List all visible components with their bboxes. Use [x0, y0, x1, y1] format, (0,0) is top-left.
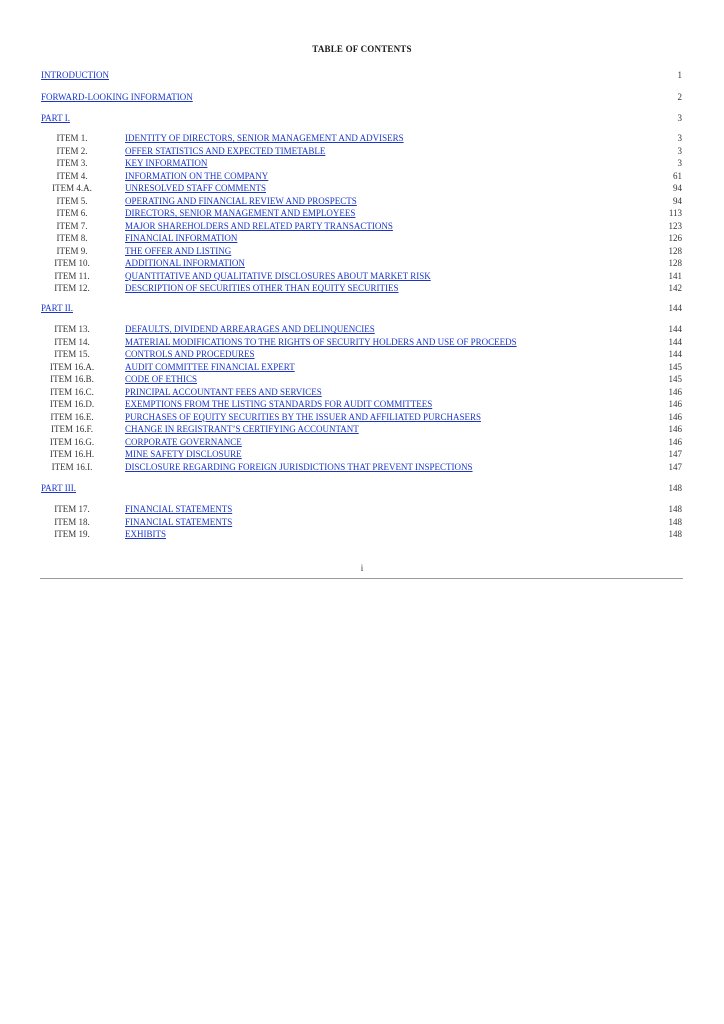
page-number: 146: [668, 399, 682, 409]
page-number: 128: [668, 245, 682, 256]
item-title-link[interactable]: PURCHASES OF EQUITY SECURITIES BY THE ISSUER AND AFFILIATED PURCHASERS: [125, 411, 481, 422]
item-title-link[interactable]: DIRECTORS, SENIOR MANAGEMENT AND EMPLOYEES: [125, 208, 356, 218]
page-number: 94: [673, 183, 682, 193]
item-number: ITEM 18.: [54, 516, 90, 527]
item-number: ITEM 12.: [54, 283, 90, 293]
toc-item-row: [0, 336, 724, 348]
toc-item-row: [0, 373, 724, 385]
part-ii-link[interactable]: PART II.: [41, 303, 73, 313]
toc-item-row: [0, 423, 724, 435]
page-number: 142: [668, 283, 682, 293]
page-number: 148: [668, 504, 682, 514]
page-number: 3: [677, 145, 682, 156]
item-number: ITEM 16.I.: [51, 461, 93, 472]
toc-item-row: [0, 282, 724, 294]
toc-item-row: [0, 398, 724, 410]
page-number: 141: [668, 270, 682, 281]
item-number: ITEM 6.: [56, 208, 88, 218]
page-number: 123: [668, 220, 682, 231]
page-number: 146: [668, 411, 682, 422]
item-title-link[interactable]: MINE SAFETY DISCLOSURE: [125, 449, 242, 459]
part-iii-link[interactable]: PART III.: [41, 483, 76, 493]
toc-item-row: [0, 528, 724, 540]
page-number: 2: [677, 92, 682, 102]
page-number: 144: [668, 336, 682, 347]
part-heading-row: [0, 302, 724, 314]
page-number: 144: [668, 303, 682, 313]
toc-item-row: [0, 170, 724, 182]
item-title-link[interactable]: CONTROLS AND PROCEDURES: [125, 349, 255, 359]
item-title-link[interactable]: CHANGE IN REGISTRANT’S CERTIFYING ACCOUNTANT: [125, 424, 359, 434]
page-number: 146: [668, 386, 682, 397]
item-title-link[interactable]: DISCLOSURE REGARDING FOREIGN JURISDICTIONS THAT PREVENT INSPECTIONS: [125, 461, 473, 472]
toc-item-row: [0, 157, 724, 169]
page-number: 147: [668, 461, 682, 472]
item-number: ITEM 4.A.: [52, 183, 92, 193]
item-number: ITEM 16.D.: [49, 399, 95, 409]
item-title-link[interactable]: FINANCIAL STATEMENTS: [125, 516, 233, 527]
item-title-link[interactable]: IDENTITY OF DIRECTORS, SENIOR MANAGEMENT AND ADVISERS: [125, 133, 404, 143]
toc-item-row: [0, 386, 724, 398]
page-number: 126: [668, 233, 682, 243]
page-number: 145: [668, 361, 682, 372]
item-title-link[interactable]: ADDITIONAL INFORMATION: [125, 258, 245, 268]
item-number: ITEM 7.: [56, 220, 88, 231]
item-title-link[interactable]: MATERIAL MODIFICATIONS TO THE RIGHTS OF SECURITY HOLDERS AND USE OF PROCEEDS: [125, 336, 517, 347]
item-title-link[interactable]: MAJOR SHAREHOLDERS AND RELATED PARTY TRANSACTIONS: [125, 220, 393, 231]
toc-item-row: [0, 270, 724, 282]
page-number: 1: [677, 70, 682, 80]
item-number: ITEM 17.: [54, 504, 90, 514]
item-title-link[interactable]: EXHIBITS: [125, 529, 166, 539]
toc-item-row: [0, 503, 724, 515]
item-title-link[interactable]: FINANCIAL INFORMATION: [125, 233, 238, 243]
forward-looking-information-link[interactable]: FORWARD-LOOKING INFORMATION: [41, 92, 193, 102]
page-number: 146: [668, 424, 682, 434]
page-number: 144: [668, 349, 682, 359]
item-number: ITEM 5.: [56, 195, 88, 206]
item-title-link[interactable]: THE OFFER AND LISTING: [125, 245, 232, 256]
item-title-link[interactable]: EXEMPTIONS FROM THE LISTING STANDARDS FOR AUDIT COMMITTEES: [125, 399, 433, 409]
item-number: ITEM 3.: [56, 158, 88, 168]
toc-item-row: [0, 232, 724, 244]
toc-item-row: [0, 361, 724, 373]
item-title-link[interactable]: QUANTITATIVE AND QUALITATIVE DISCLOSURES ABOUT MARKET RISK: [125, 270, 431, 281]
item-title-link[interactable]: UNRESOLVED STAFF COMMENTS: [125, 183, 266, 193]
page-number: 147: [668, 449, 682, 459]
item-number: ITEM 8.: [56, 233, 88, 243]
toc-item-row: [0, 448, 724, 460]
page-number: 3: [677, 133, 682, 143]
item-title-link[interactable]: PRINCIPAL ACCOUNTANT FEES AND SERVICES: [125, 386, 322, 397]
part-i-link[interactable]: PART I.: [41, 113, 70, 123]
page-number: 128: [668, 258, 682, 268]
item-title-link[interactable]: KEY INFORMATION: [125, 158, 208, 168]
toc-item-row: [0, 323, 724, 335]
toc-item-row: [0, 207, 724, 219]
item-number: ITEM 16.E.: [50, 411, 94, 422]
toc-item-row: [0, 461, 724, 473]
page-number: 3: [677, 158, 682, 168]
item-number: ITEM 16.B.: [50, 374, 94, 384]
toc-item-row: [0, 182, 724, 194]
toc-item-row: [0, 436, 724, 448]
item-number: ITEM 10.: [54, 258, 90, 268]
item-number: ITEM 16.F.: [50, 424, 94, 434]
page-number: 61: [673, 170, 682, 181]
footer-page-number: i: [360, 563, 364, 573]
item-title-link[interactable]: CODE OF ETHICS: [125, 374, 198, 384]
toc-item-row: [0, 257, 724, 269]
page-number: 148: [668, 516, 682, 527]
item-number: ITEM 2.: [56, 145, 88, 156]
item-number: ITEM 14.: [54, 336, 90, 347]
toc-item-row: [0, 411, 724, 423]
item-title-link[interactable]: DESCRIPTION OF SECURITIES OTHER THAN EQUITY SECURITIES: [125, 283, 399, 293]
toc-row-introduction: [0, 69, 724, 81]
item-title-link[interactable]: DEFAULTS, DIVIDEND ARREARAGES AND DELINQUENCIES: [125, 324, 375, 334]
page-number: 144: [668, 324, 682, 334]
toc-item-row: [0, 220, 724, 232]
item-title-link[interactable]: CORPORATE GOVERNANCE: [125, 436, 242, 447]
toc-row-forward-looking: [0, 91, 724, 103]
toc-item-row: [0, 132, 724, 144]
toc-item-row: [0, 245, 724, 257]
item-number: ITEM 16.C.: [50, 386, 94, 397]
item-title-link[interactable]: FINANCIAL STATEMENTS: [125, 504, 233, 514]
page-number: 94: [673, 195, 682, 206]
part-heading-row: [0, 112, 724, 124]
item-number: ITEM 16.H.: [49, 449, 95, 459]
part-heading-row: [0, 482, 724, 494]
item-number: ITEM 13.: [54, 324, 90, 334]
page-number: 148: [668, 483, 682, 493]
item-number: ITEM 16.A.: [49, 361, 95, 372]
page-number: 113: [668, 208, 682, 218]
toc-item-row: [0, 516, 724, 528]
page-title: TABLE OF CONTENTS: [312, 44, 412, 54]
item-number: ITEM 16.G.: [49, 436, 95, 447]
toc-item-row: [0, 348, 724, 360]
item-number: ITEM 9.: [56, 245, 88, 256]
item-title-link[interactable]: AUDIT COMMITTEE FINANCIAL EXPERT: [125, 361, 295, 372]
item-number: ITEM 19.: [54, 529, 90, 539]
toc-item-row: [0, 145, 724, 157]
item-number: ITEM 11.: [54, 270, 90, 281]
introduction-link[interactable]: INTRODUCTION: [41, 70, 109, 80]
item-title-link[interactable]: INFORMATION ON THE COMPANY: [125, 170, 269, 181]
page-number: 146: [668, 436, 682, 447]
item-title-link[interactable]: OFFER STATISTICS AND EXPECTED TIMETABLE: [125, 145, 326, 156]
toc-item-row: [0, 195, 724, 207]
item-number: ITEM 15.: [54, 349, 90, 359]
page-number: 145: [668, 374, 682, 384]
page-number: 3: [677, 113, 682, 123]
item-title-link[interactable]: OPERATING AND FINANCIAL REVIEW AND PROSPECTS: [125, 195, 357, 206]
page-number: 148: [668, 529, 682, 539]
item-number: ITEM 1.: [56, 133, 88, 143]
item-number: ITEM 4.: [56, 170, 88, 181]
footer-divider: [40, 578, 683, 579]
